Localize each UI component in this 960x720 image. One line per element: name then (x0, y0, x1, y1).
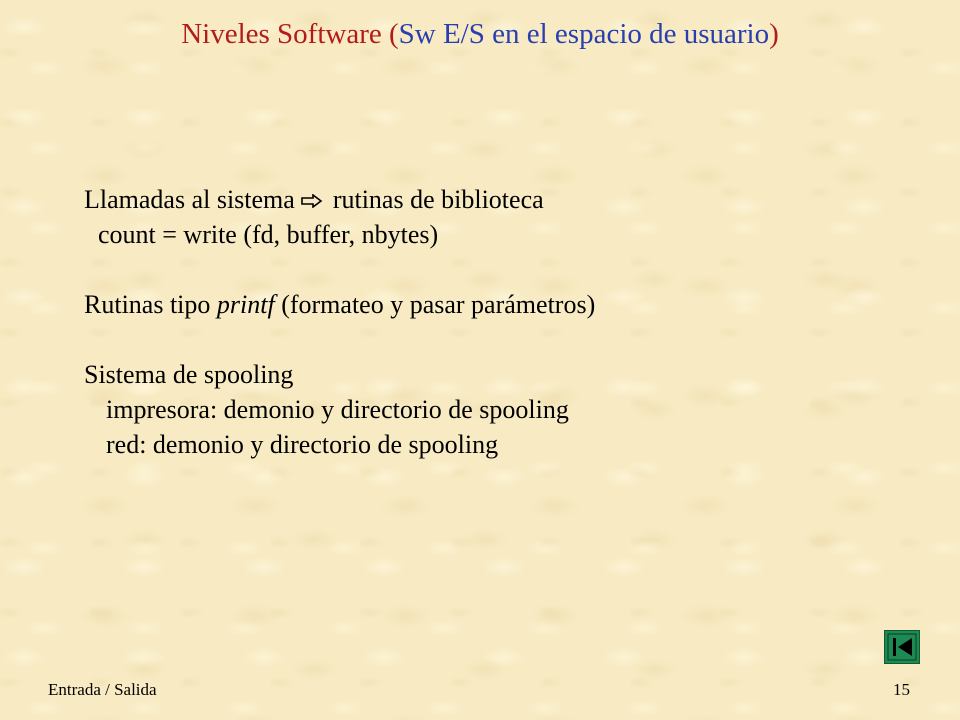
body-line-6: red: demonio y directorio de spooling (106, 430, 499, 459)
footer-section-label: Entrada / Salida (48, 680, 157, 699)
line3-italic: printf (216, 290, 275, 319)
slide-title (0, 16, 960, 52)
first-slide-icon (885, 631, 919, 663)
page-number: 15 (893, 680, 910, 699)
hollow-right-arrow-icon (301, 182, 323, 217)
first-slide-button[interactable] (884, 630, 920, 664)
line1-before: Llamadas al sistema (84, 185, 295, 214)
title-part3: ) (769, 18, 779, 50)
line3-after: (formateo y pasar parámetros) (274, 290, 596, 319)
body-line-5: impresora: demonio y directorio de spooling (106, 395, 569, 424)
body-line-3 (84, 287, 595, 322)
line3-before: Rutinas tipo (84, 290, 217, 319)
slide-body (84, 182, 595, 462)
title-part2: Sw E/S en el espacio de usuario (398, 18, 770, 50)
body-line-1 (84, 182, 595, 217)
body-line-4: Sistema de spooling (84, 360, 294, 389)
title-part1: Niveles Software ( (181, 18, 399, 50)
body-line-2: count = write (fd, buffer, nbytes) (98, 220, 439, 249)
line1-after: rutinas de biblioteca (332, 185, 544, 214)
